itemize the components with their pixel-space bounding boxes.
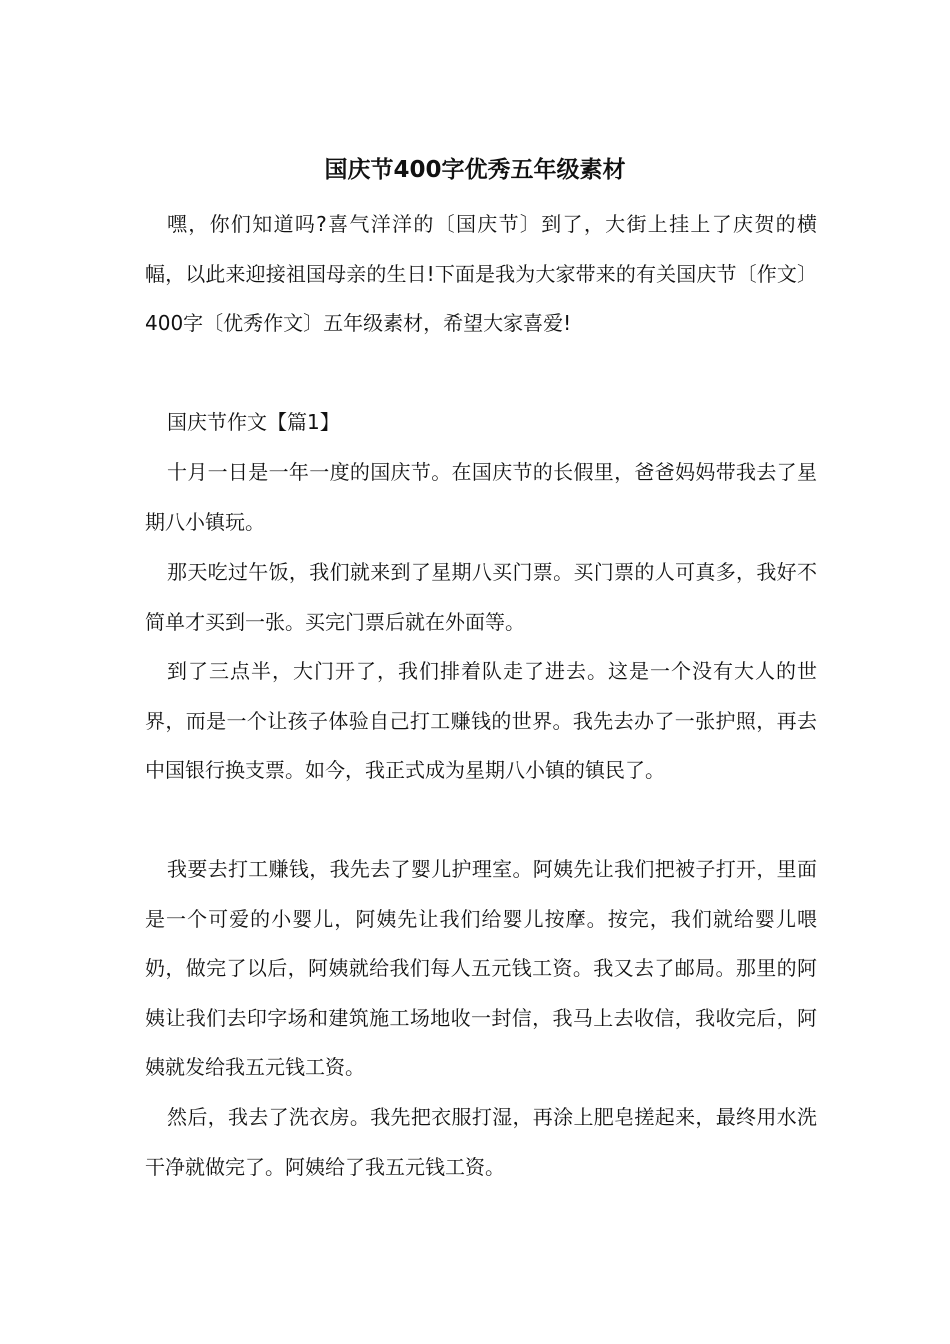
- body-paragraph-1: 十月一日是一年一度的国庆节。在国庆节的长假里，爸爸妈妈带我去了星期八小镇玩。: [145, 460, 817, 534]
- section-heading: 国庆节作文【篇1】: [167, 410, 340, 434]
- body-paragraph-3: 到了三点半，大门开了，我们排着队走了进去。这是一个没有大人的世界，而是一个让孩子体验自己打工赚钱的世界。我先去办了一张护照，再去中国银行换支票。如今，我正式成为星期八小镇的镇民了。: [145, 659, 817, 783]
- document-title: 国庆节400字优秀五年级素材: [324, 157, 626, 183]
- body-paragraph-4: 我要去打工赚钱，我先去了婴儿护理室。阿姨先让我们把被子打开，里面是一个可爱的小婴儿，阿姨先让我们给婴儿按摩。按完，我们就给婴儿喂奶，做完了以后，阿姨就给我们每人五元钱工资。我又去了邮局。那里的阿姨让我们去印字场和建筑施工场地收一封信，我马上去收信，我收完后，阿姨就发给我五元钱工资。: [145, 857, 817, 1080]
- body-paragraph-2: 那天吃过午饭，我们就来到了星期八买门票。买门票的人可真多，我好不简单才买到一张。买完门票后就在外面等。: [145, 560, 817, 634]
- intro-paragraph: 嘿，你们知道吗?喜气洋洋的〔国庆节〕到了，大街上挂上了庆贺的横幅，以此来迎接祖国母亲的生日!下面是我为大家带来的有关国庆节〔作文〕400字〔优秀作文〕五年级素材，希望大家喜爱!: [145, 212, 817, 336]
- body-paragraph-5: 然后，我去了洗衣房。我先把衣服打湿，再涂上肥皂搓起来，最终用水洗干净就做完了。阿姨给了我五元钱工资。: [145, 1105, 817, 1179]
